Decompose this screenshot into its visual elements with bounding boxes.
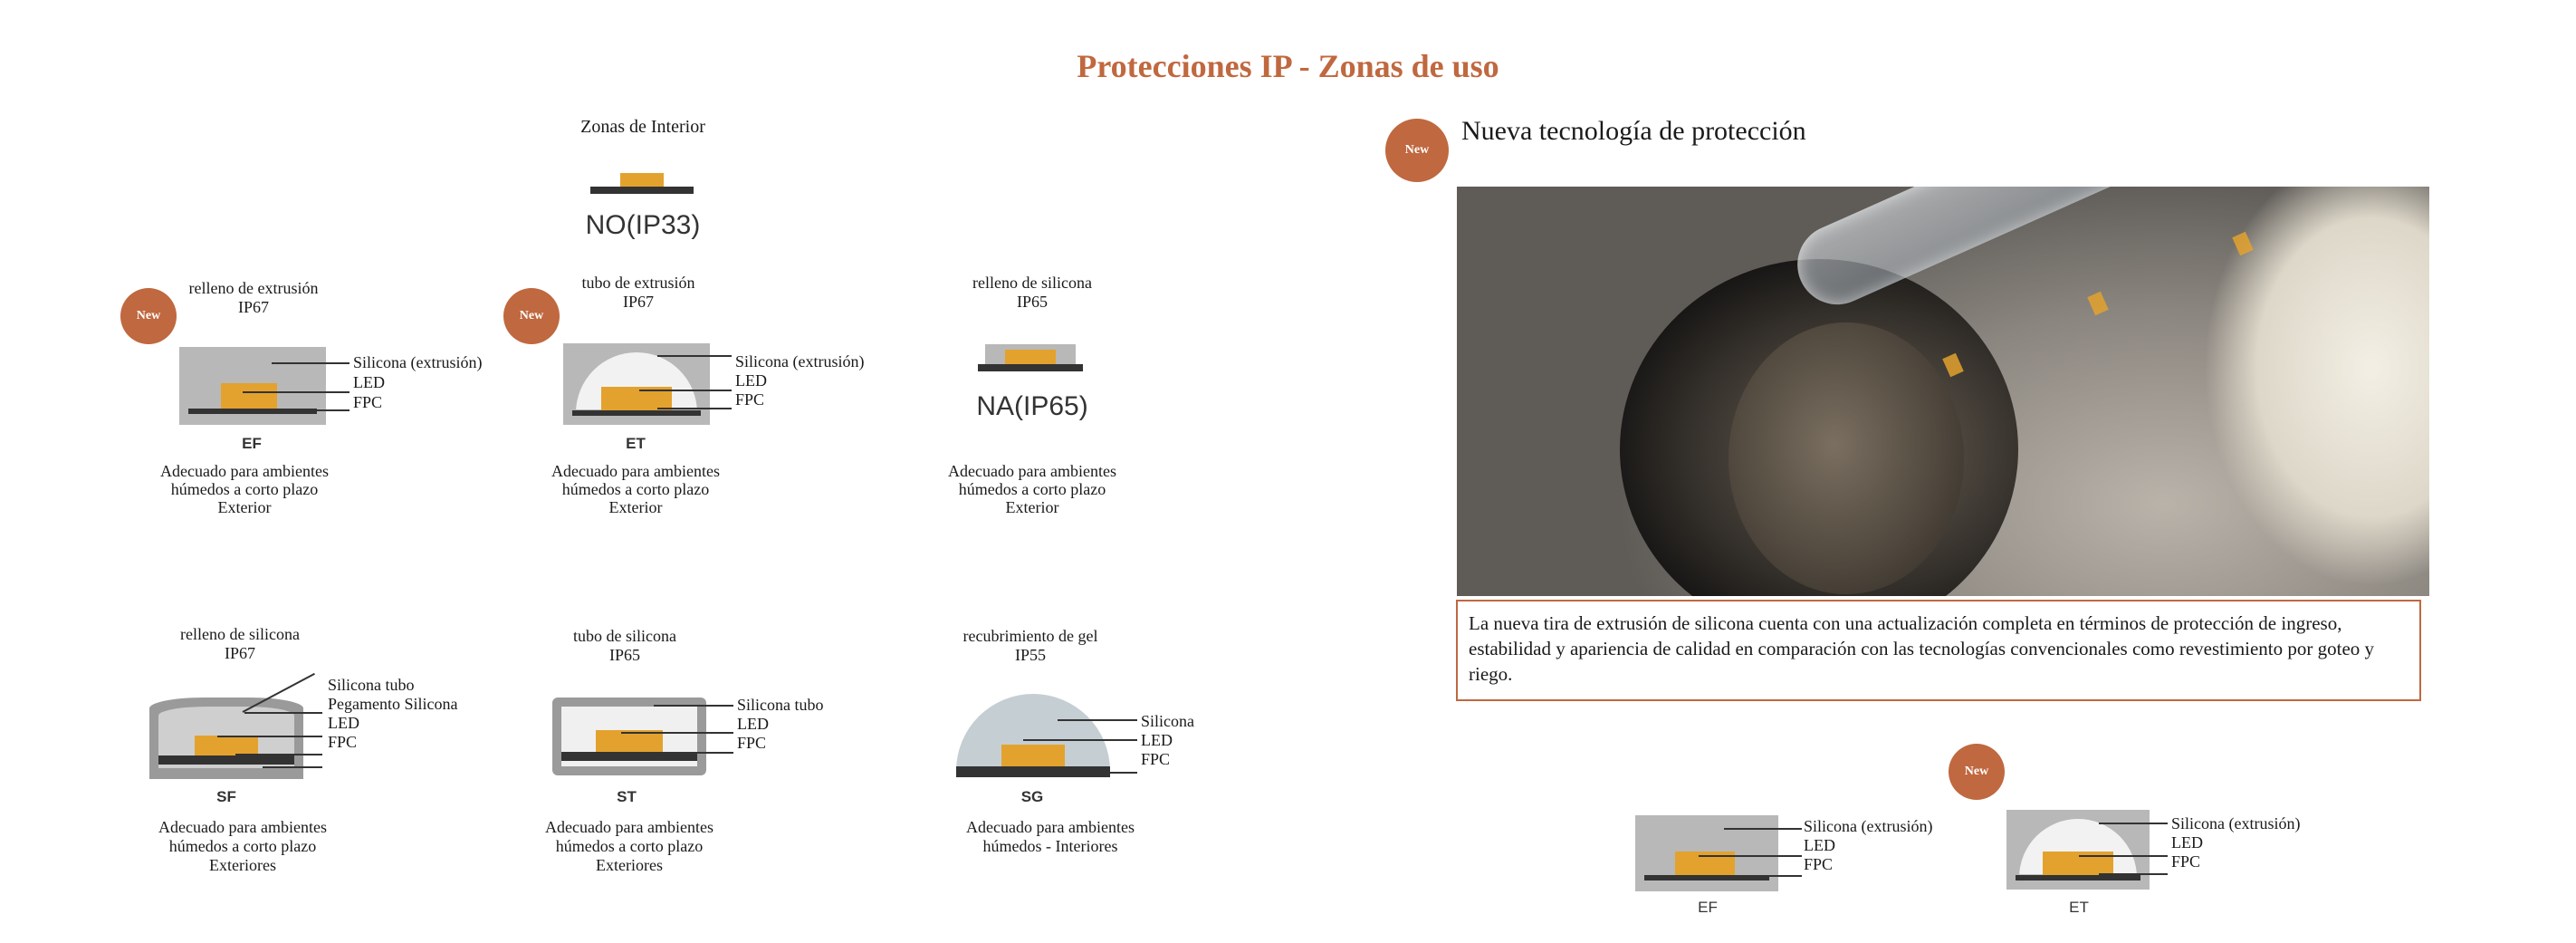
- et-desc-1: Adecuado para ambientes: [551, 462, 720, 480]
- na-name: relleno de silicona: [972, 274, 1092, 292]
- sf-code: SF: [216, 788, 236, 805]
- ef-desc-3: Exterior: [217, 498, 272, 516]
- et-name: tubo de extrusión: [581, 274, 695, 292]
- ef-diagram: [179, 347, 326, 425]
- sf-label-tubo: Silicona tubo: [328, 676, 415, 694]
- page-title: Protecciones IP - Zonas de uso: [1077, 48, 1499, 84]
- interior-ip-label: NO(IP33): [585, 210, 701, 240]
- new-tech-description: La nueva tira de extrusión de silicona cuenta con una actualización completa en términos de protección de ingreso, estabilidad y apariencia de calidad en comparación con las tecnologías convencionales como revestimiento por goteo y riego.: [1456, 600, 2421, 701]
- sg-ip: IP55: [1014, 646, 1046, 664]
- bottom-et-label-fpc: FPC: [2171, 852, 2201, 871]
- product-photo: [1457, 187, 2429, 596]
- ef-label-fpc: FPC: [353, 393, 383, 411]
- st-desc-2: húmedos a corto plazo: [555, 837, 704, 855]
- sg-desc-1: Adecuado para ambientes: [966, 818, 1135, 836]
- et-ip: IP67: [622, 293, 654, 311]
- sg-desc-2: húmedos - Interiores: [982, 837, 1118, 855]
- na-desc-3: Exterior: [1005, 498, 1059, 516]
- sg-label-led: LED: [1141, 731, 1173, 749]
- new-badge: New: [503, 288, 560, 344]
- ef-name: relleno de extrusión: [188, 279, 319, 297]
- na-desc-2: húmedos a corto plazo: [958, 480, 1106, 498]
- sf-desc-2: húmedos a corto plazo: [168, 837, 317, 855]
- ef-desc-2: húmedos a corto plazo: [170, 480, 319, 498]
- bottom-ef-diagram: [1635, 815, 1778, 891]
- na-ip: IP65: [1016, 293, 1048, 311]
- st-code: ST: [617, 788, 637, 805]
- new-tech-heading: Nueva tecnología de protección: [1461, 116, 1806, 146]
- sf-label-fpc: FPC: [328, 733, 358, 751]
- sf-ip: IP67: [224, 644, 255, 662]
- et-code: ET: [626, 435, 646, 452]
- na-diagram: [978, 344, 1083, 373]
- et-label-led: LED: [735, 371, 767, 390]
- st-ip: IP65: [608, 646, 640, 664]
- sg-name: recubrimiento de gel: [962, 627, 1098, 645]
- ef-label-led: LED: [353, 373, 385, 391]
- st-label-tubo: Silicona tubo: [737, 696, 824, 714]
- st-name: tubo de silicona: [573, 627, 676, 645]
- ef-desc-1: Adecuado para ambientes: [160, 462, 329, 480]
- ef-ip: IP67: [237, 298, 269, 316]
- st-diagram: [552, 698, 706, 775]
- interior-diagram: [590, 170, 694, 196]
- sg-label-fpc: FPC: [1141, 750, 1171, 768]
- sf-label-led: LED: [328, 714, 359, 732]
- sf-label-pegamento: Pegamento Silicona: [328, 695, 458, 713]
- sg-label-silicona: Silicona: [1141, 712, 1194, 730]
- bottom-ef-code: EF: [1698, 899, 1718, 916]
- st-desc-3: Exteriores: [596, 856, 663, 874]
- st-label-fpc: FPC: [737, 734, 767, 752]
- bottom-et-label-led: LED: [2171, 833, 2203, 852]
- sf-desc-3: Exteriores: [209, 856, 276, 874]
- ef-label-silicona: Silicona (extrusión): [353, 353, 483, 371]
- ef-code: EF: [242, 435, 262, 452]
- new-badge: New: [1385, 119, 1449, 182]
- sg-diagram: [956, 694, 1110, 777]
- bottom-ef-label-fpc: FPC: [1804, 855, 1834, 873]
- na-ip-label: NA(IP65): [976, 391, 1088, 421]
- new-badge: New: [120, 288, 177, 344]
- sg-code: SG: [1020, 788, 1044, 805]
- et-label-silicona: Silicona (extrusión): [735, 352, 865, 370]
- new-badge: New: [1949, 744, 2005, 800]
- bottom-et-code: ET: [2069, 899, 2089, 916]
- et-desc-3: Exterior: [608, 498, 663, 516]
- na-desc-1: Adecuado para ambientes: [948, 462, 1116, 480]
- bottom-ef-label-silicona: Silicona (extrusión): [1804, 817, 1933, 835]
- bottom-ef-label-led: LED: [1804, 836, 1835, 854]
- et-desc-2: húmedos a corto plazo: [561, 480, 710, 498]
- st-label-led: LED: [737, 715, 769, 733]
- interior-heading: Zonas de Interior: [580, 117, 705, 137]
- bottom-et-label-silicona: Silicona (extrusión): [2171, 814, 2301, 832]
- sf-desc-1: Adecuado para ambientes: [158, 818, 327, 836]
- sf-name: relleno de silicona: [180, 625, 300, 643]
- st-desc-1: Adecuado para ambientes: [545, 818, 713, 836]
- et-label-fpc: FPC: [735, 390, 765, 409]
